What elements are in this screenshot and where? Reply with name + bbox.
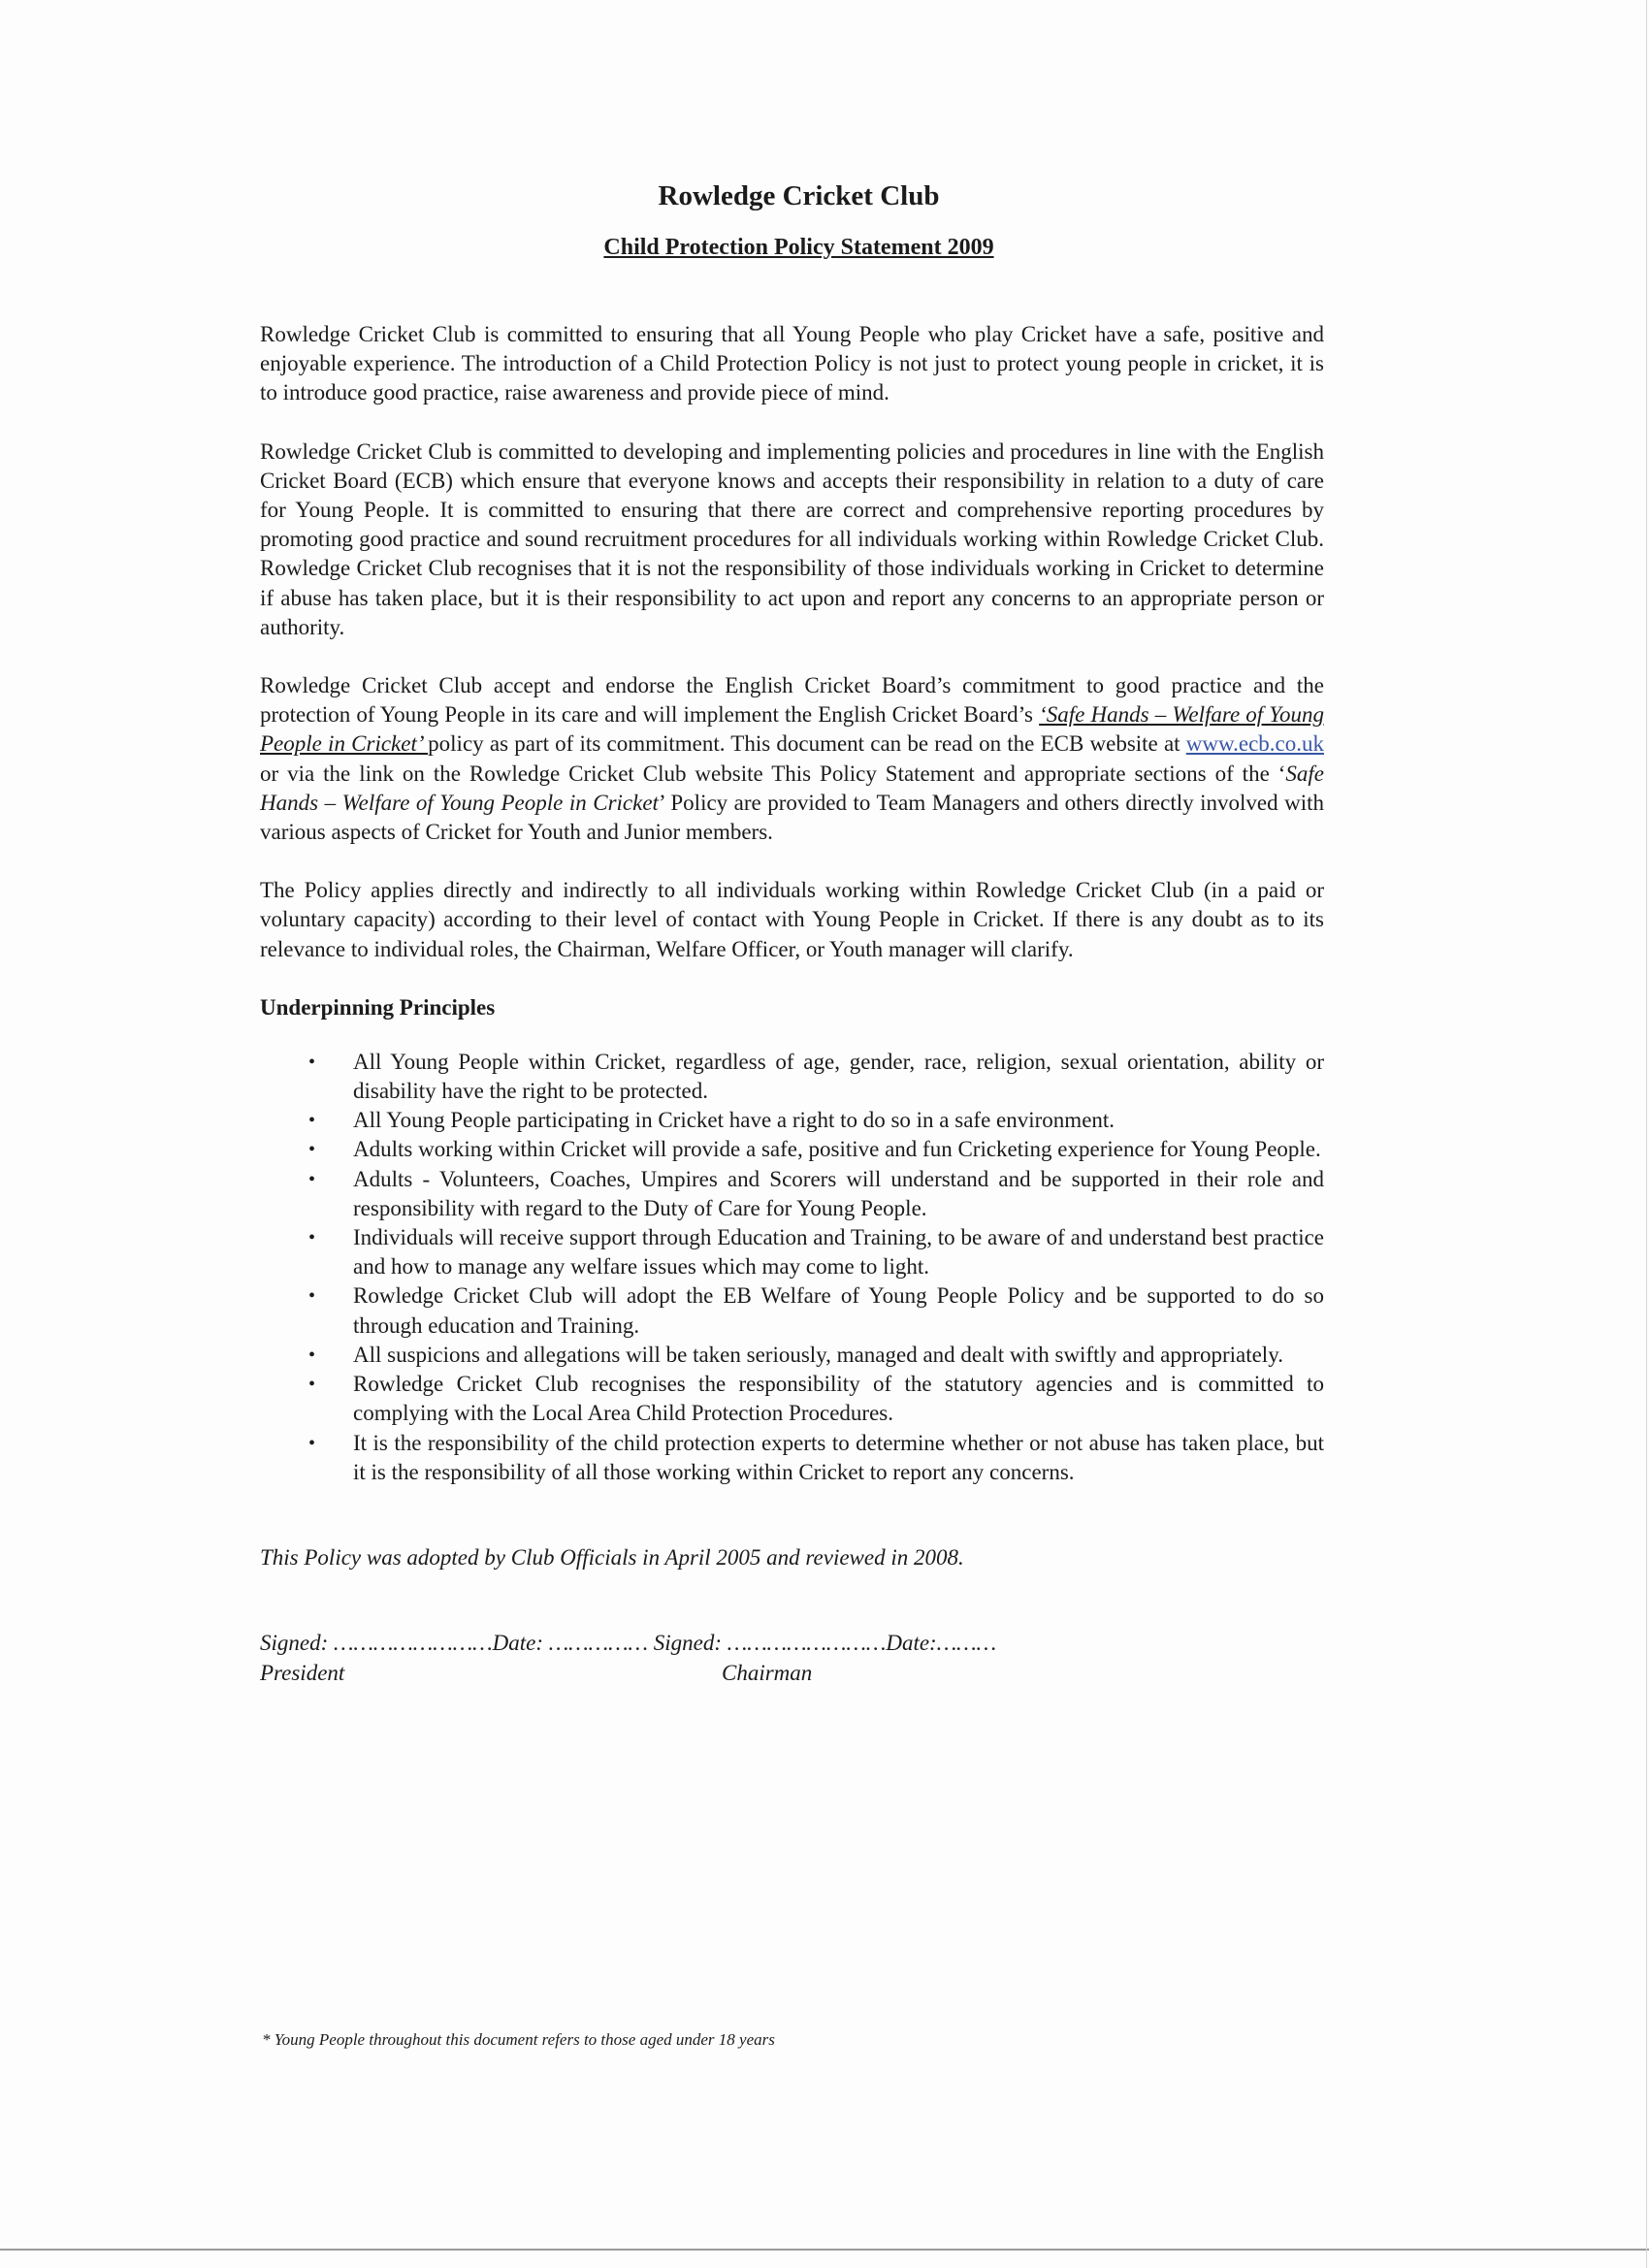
list-item bbox=[260, 1223, 1324, 1281]
scan-edge-right-divider bbox=[1646, 0, 1647, 2268]
list-item-text: Adults working within Cricket will provide a safe, positive and fun Cricketing experience for Young People. bbox=[353, 1137, 1321, 1162]
bullet-icon: • bbox=[308, 1051, 316, 1073]
principles-heading: Underpinning Principles bbox=[260, 994, 496, 1020]
list-item bbox=[260, 1341, 1324, 1370]
ecb-paragraph-text-3: or via the link on the Rowledge Cricket Club website This Policy Statement and appropriate sections of the ‘ bbox=[260, 761, 1286, 786]
bullet-icon: • bbox=[308, 1168, 316, 1190]
safe-hands-policy-title-2: Safe Hands – Welfare of Young People in Cricket bbox=[260, 761, 1324, 815]
signature-block bbox=[260, 1629, 1324, 1691]
list-item bbox=[260, 1370, 1324, 1428]
ecb-paragraph-text-2: policy as part of its commitment. This document can be read on the ECB website at bbox=[428, 731, 1186, 757]
list-item bbox=[260, 1281, 1324, 1340]
list-item-text: All Young People participating in Cricket have a right to do so in a safe environment. bbox=[353, 1108, 1116, 1133]
list-item bbox=[260, 1429, 1324, 1487]
list-item bbox=[260, 1135, 1324, 1164]
bullet-icon: • bbox=[308, 1344, 316, 1366]
list-item-text: Rowledge Cricket Club will adopt the EB Welfare of Young People Policy and be supported to do so through education and Training. bbox=[353, 1283, 1324, 1338]
chairman-label: Chairman bbox=[722, 1660, 813, 1685]
signature-line: Signed: ……………………Date: …………… Signed: ……………………Date:……… bbox=[260, 1630, 997, 1655]
bullet-icon: • bbox=[308, 1432, 316, 1454]
president-label: President bbox=[260, 1660, 345, 1685]
principles-list bbox=[260, 1048, 1324, 1487]
scope-paragraph: The Policy applies directly and indirectly to all individuals working within Rowledge Cricket Club (in a paid or voluntary capacity) according to their level of contact with Young People in Cricket. If there is any doubt as to its relevance to individual roles, the Chairman, Welfare Officer, or Youth manager will clarify. bbox=[260, 878, 1324, 961]
bullet-icon: • bbox=[308, 1285, 316, 1308]
list-item bbox=[260, 1165, 1324, 1223]
scan-edge-divider bbox=[0, 2249, 1649, 2251]
footnote: * Young People throughout this document refers to those aged under 18 years bbox=[262, 2030, 775, 2049]
document-page bbox=[260, 175, 1324, 1691]
ecb-paragraph-text-4: ’ Policy are provided to Team Managers and others directly involved with various aspects of Cricket for Youth and Junior members. bbox=[260, 790, 1324, 845]
commitment-paragraph: Rowledge Cricket Club is committed to developing and implementing policies and procedures in line with the English Cricket Board (ECB) which ensure that everyone knows and accepts their responsibility in relation to a duty of care for Young People. It is committed to ensuring that there are correct and comprehensive reporting procedures by promoting good practice and sound recruitment procedures for all individuals working within Rowledge Cricket Club. Rowledge Cricket Club recognises that it is not the responsibility of those individuals working in Cricket to determine if abuse has taken place, but it is their responsibility to act upon and report any concerns to an appropriate person or authority. bbox=[260, 438, 1324, 639]
bullet-icon: • bbox=[308, 1374, 316, 1396]
ecb-paragraph bbox=[260, 671, 1324, 847]
list-item-text: Adults - Volunteers, Coaches, Umpires and Scorers will understand and be supported in their role and responsibility with regard to the Duty of Care for Young People. bbox=[353, 1166, 1324, 1220]
list-item bbox=[260, 1048, 1324, 1106]
list-item-text: Rowledge Cricket Club recognises the responsibility of the statutory agencies and is committed to complying with the Local Area Child Protection Procedures. bbox=[353, 1372, 1324, 1426]
list-item-text: All suspicions and allegations will be taken seriously, managed and dealt with swiftly and appropriately. bbox=[353, 1342, 1283, 1367]
bullet-icon: • bbox=[308, 1110, 316, 1132]
bullet-icon: • bbox=[308, 1227, 316, 1249]
ecb-paragraph-text-1: Rowledge Cricket Club accept and endorse the English Cricket Board’s commitment to good practice and the protection of Young People in its care and will implement the English Cricket Board’s bbox=[260, 673, 1324, 728]
bullet-icon: • bbox=[308, 1139, 316, 1161]
page-title: Rowledge Cricket Club bbox=[658, 180, 940, 211]
list-item-text: All Young People within Cricket, regardless of age, gender, race, religion, sexual orientation, ability or disability have the right to be protected. bbox=[353, 1049, 1324, 1104]
safe-hands-policy-title: ‘Safe Hands – Welfare of Young People in Cricket’ bbox=[260, 702, 1324, 757]
page-subtitle: Child Protection Policy Statement 2009 bbox=[603, 235, 994, 260]
list-item-text: It is the responsibility of the child protection experts to determine whether or not abuse has taken place, but it is the responsibility of all those working within Cricket to report any concerns. bbox=[353, 1430, 1324, 1484]
list-item bbox=[260, 1106, 1324, 1135]
list-item-text: Individuals will receive support through Education and Training, to be aware of and understand best practice and how to manage any welfare issues which may come to light. bbox=[353, 1225, 1324, 1280]
ecb-website-link[interactable]: www.ecb.co.uk bbox=[1185, 731, 1324, 757]
intro-paragraph: Rowledge Cricket Club is committed to ensuring that all Young People who play Cricket have a safe, positive and enjoyable experience. The introduction of a Child Protection Policy is not just to protect young people in cricket, it is to introduce good practice, raise awareness and provide piece of mind. bbox=[260, 322, 1324, 405]
adoption-statement: This Policy was adopted by Club Officials in April 2005 and reviewed in 2008. bbox=[260, 1544, 964, 1570]
